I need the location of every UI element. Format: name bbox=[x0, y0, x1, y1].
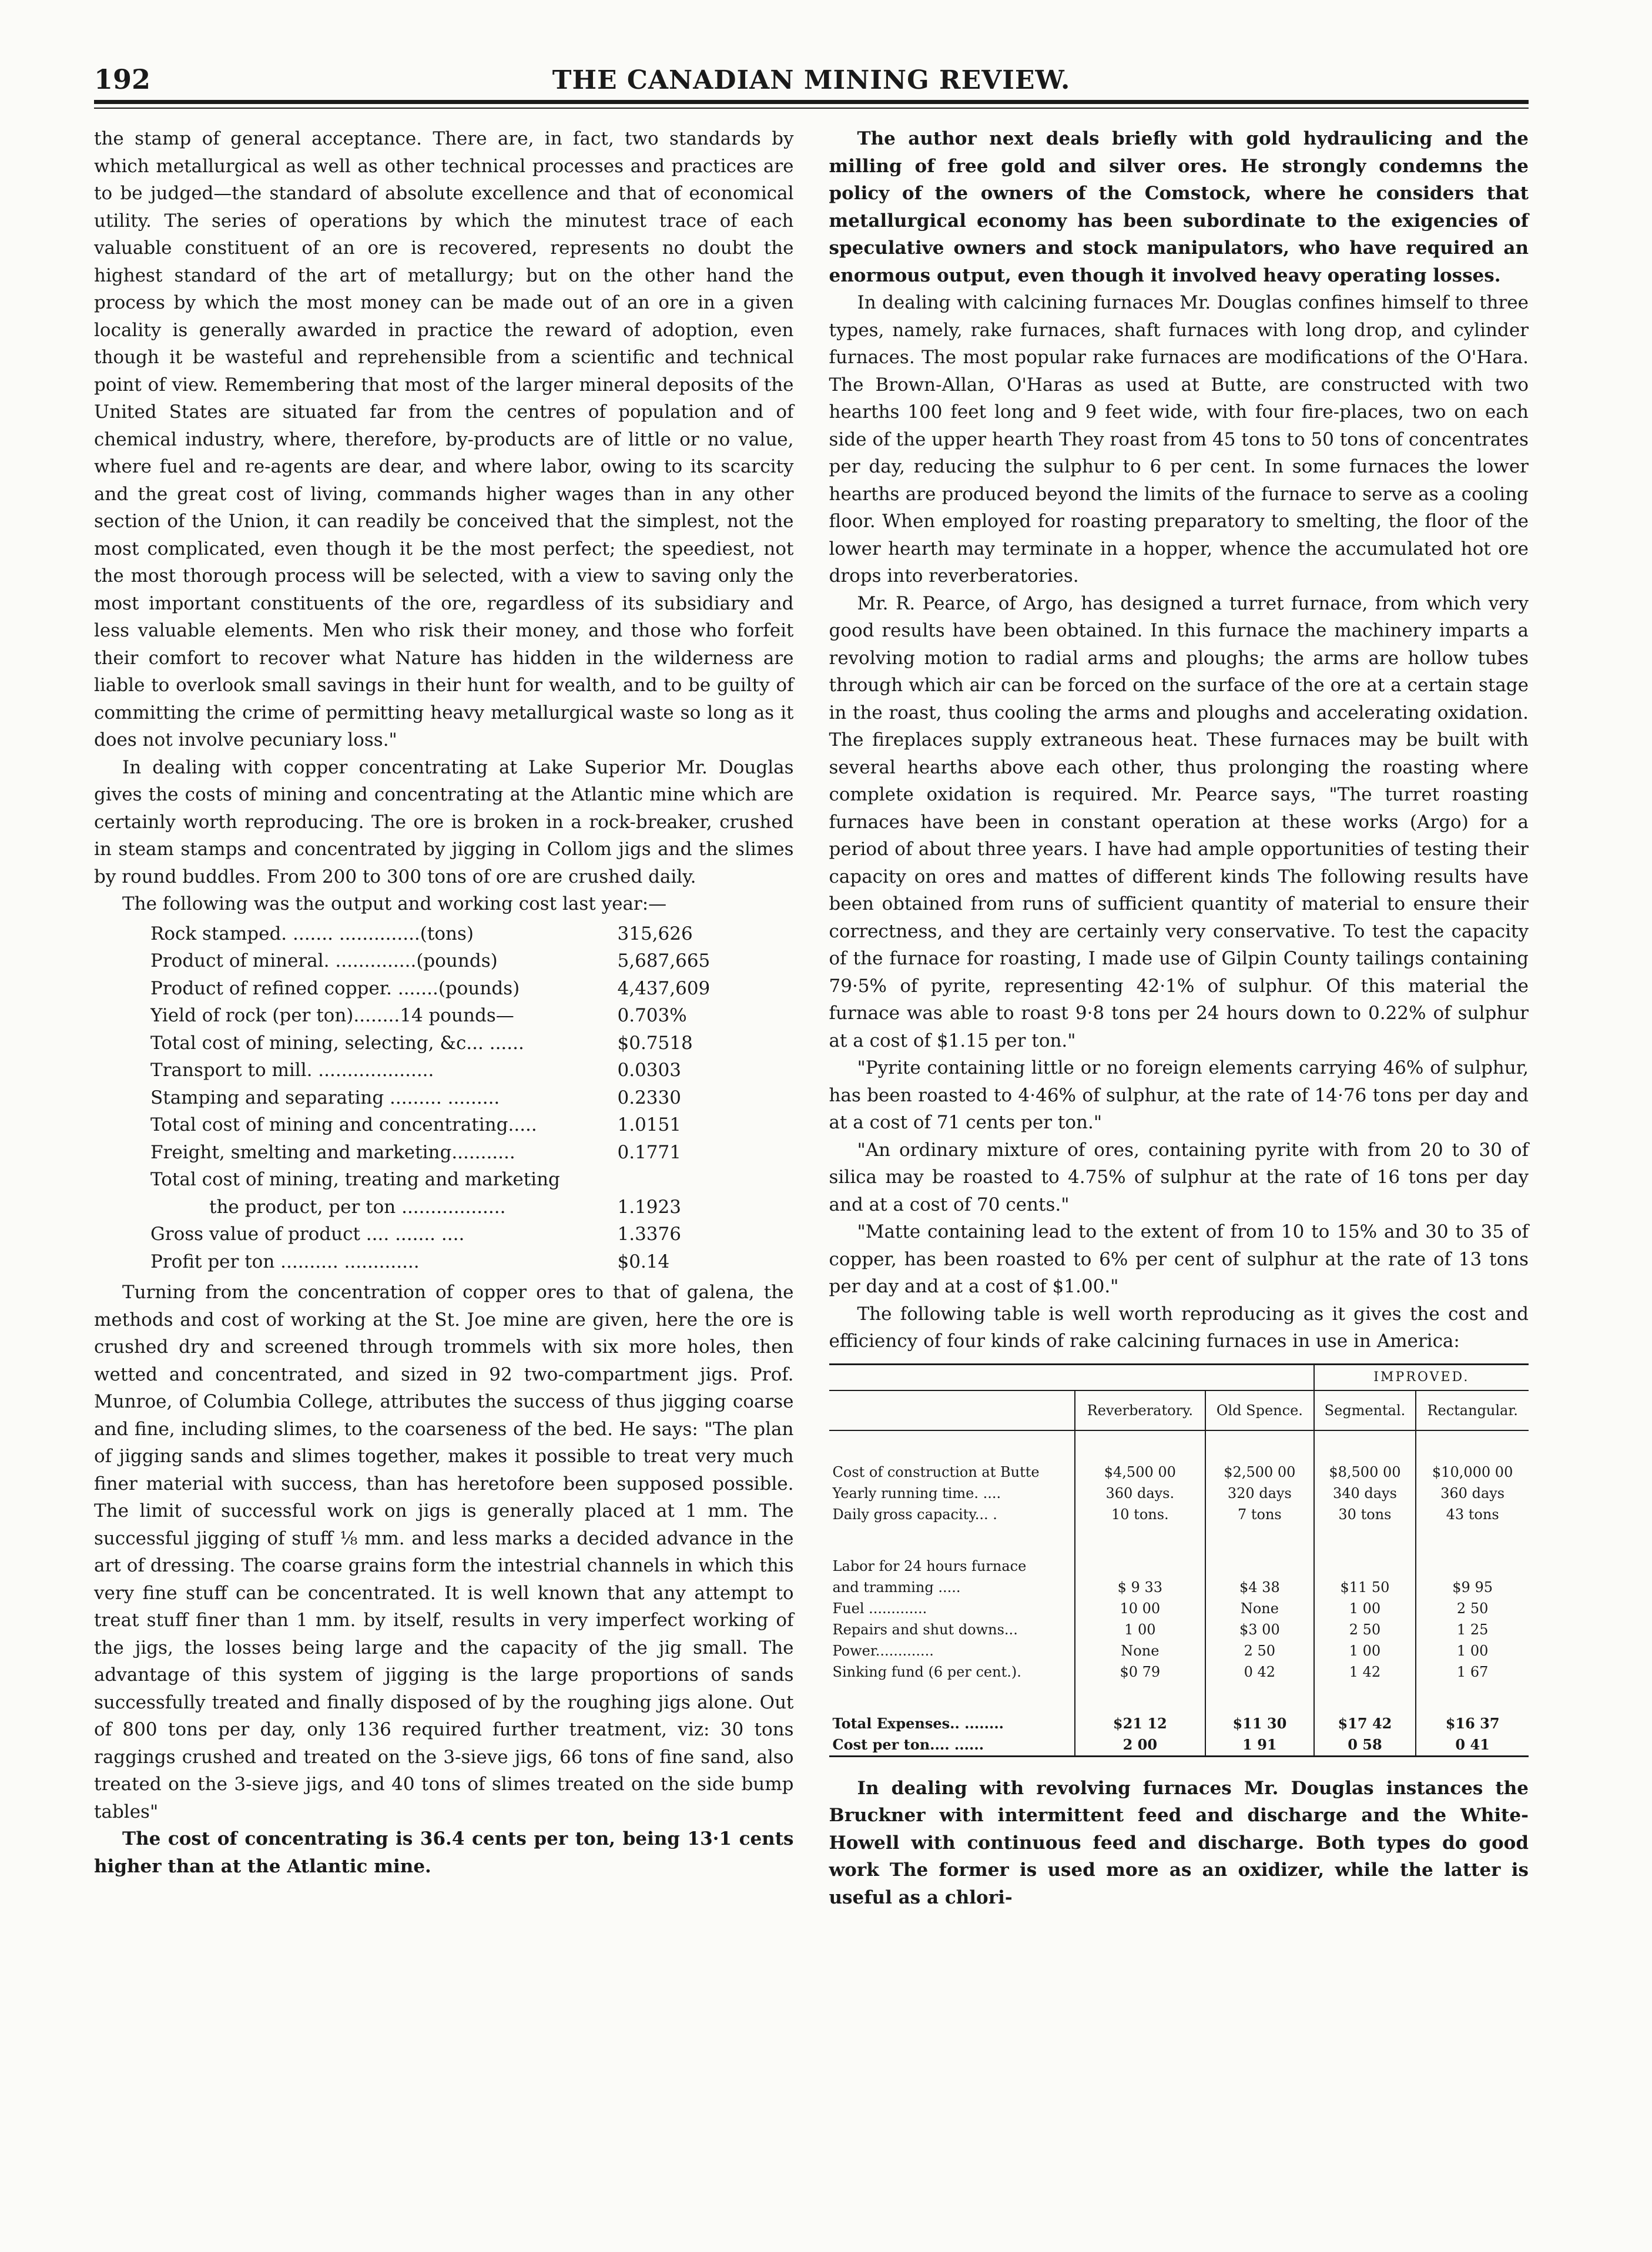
header-rule-thick bbox=[94, 100, 1529, 104]
table-cell: 1 00 bbox=[1314, 1598, 1416, 1619]
paragraph: "An ordinary mixture of ores, containing pyrite with from 20 to 30 of silica may be roasted to 4.75% of sulphur at the rate of 16 tons per day and at a cost of 70 cents." bbox=[829, 1139, 1529, 1215]
paragraph: "Matte containing lead to the extent of from 10 to 15% and 30 to 35 of copper, has been roasted to 6% per cent of sulphur at the rate of 13 tons per day and at a cost of $1.00." bbox=[829, 1221, 1529, 1297]
column-header: Rectangular. bbox=[1416, 1390, 1529, 1430]
table-row bbox=[829, 1734, 1529, 1757]
paragraph: In dealing with copper concentrating at Lake Superior Mr. Douglas gives the costs of mining and concentrating at the Atlantic mine which are certainly worth reproducing. The ore is broken in a rock-breaker, crushed in steam stamps and concentrated by jigging in Collom jigs and the slimes by round buddles. From 200 to 300 tons of ore are crushed daily. bbox=[94, 756, 794, 887]
table-row bbox=[829, 1462, 1529, 1483]
cost-label: Profit per ton .......... ............. bbox=[150, 1251, 420, 1272]
paragraph: Turning from the concentration of copper ores to that of galena, the methods and cost of working at the St. Joe mine are given, here the ore is crushed dry and screened through trommels with six more holes, then wetted and concentrated, and sized in 92 two-compartment jigs. Prof. Munroe, of Columbia College, attributes the success of thus jigging coarse and fine, including slimes, to the coarseness of the bed. He says: "The plan of jigging sands and slimes together, makes it possible to treat very much finer material with success, than has heretofore been supposed possible. The limit of successful work on jigs is generally placed at 1 mm. The successful jigging of stuff ⅛ mm. and less marks a decided advance in the art of dressing. The coarse grains form the intestrial channels in which this very fine stuff can be concentrated. It is well known that any attempt to treat stuff finer than 1 mm. by itself, results in very imperfect working of the jigs, the losses being large and the capacity of the jig small. The advantage of this system of jigging is the large proportions of sands successfully treated and finally disposed of by the roughing jigs alone. Out of 800 tons per day, only 136 required further treatment, viz: 30 tons raggings crushed and treated on the 3-sieve jigs, 66 tons of fine sand, also treated on the 3-sieve jigs, and 40 tons of slimes treated on the side bump tables" bbox=[94, 1282, 794, 1822]
table-cell: 43 tons bbox=[1416, 1504, 1529, 1525]
cost-value: 0.703% bbox=[617, 1005, 687, 1026]
row-label: Cost of construction at Butte bbox=[832, 1463, 1040, 1480]
running-title: THE CANADIAN MINING REVIEW. bbox=[552, 65, 1071, 95]
cost-row bbox=[150, 1057, 794, 1084]
table-cell: $9 95 bbox=[1416, 1577, 1529, 1598]
paragraph: "Pyrite containing little or no foreign elements carrying 46% of sulphur, has been roasted to 4·46% of sulphur, at the rate of 14·76 tons per day and at a cost of 71 cents per ton." bbox=[829, 1057, 1529, 1133]
cost-value bbox=[606, 1166, 794, 1194]
table-cell: $8,500 00 bbox=[1314, 1462, 1416, 1483]
table-header-row bbox=[829, 1390, 1529, 1430]
cost-label: Yield of rock (per ton)........14 pounds— bbox=[150, 1005, 514, 1026]
cost-value: 315,626 bbox=[617, 923, 693, 944]
two-column-body bbox=[94, 125, 1529, 1911]
table-cell: 1 42 bbox=[1314, 1661, 1416, 1683]
table-row bbox=[829, 1640, 1529, 1661]
table-cell: 2 50 bbox=[1205, 1640, 1313, 1661]
cost-label: Total cost of mining, selecting, &c... ...... bbox=[150, 1032, 524, 1054]
row-label: Total Expenses.. ........ bbox=[832, 1714, 1004, 1732]
table-cell: 1 67 bbox=[1416, 1661, 1529, 1683]
paragraph: Mr. R. Pearce, of Argo, has designed a turret furnace, from which very good results have been obtained. In this furnace the machinery imparts a revolving motion to radial arms and ploughs; the arms are hollow tubes through which air can be forced on the surface of the ore at a certain stage in the roast, thus cooling the arms and ploughs and accelerating oxidation. The fireplaces supply extraneous heat. These furnaces may be built with several hearths above each other, thus prolonging the roasting where complete oxidation is required. Mr. Pearce says, "The turret roasting furnaces have been in constant operation at these works (Argo) for a period of about three years. I have had ample opportunities of testing their capacity on ores and mattes of different kinds The following results have been obtained from runs of sufficient quantity of material to ensure their correctness, and they are certainly very conservative. To test the capacity of the furnace for roasting, I made use of Gilpin County tailings containing 79·5% of pyrite, representing 42·1% of sulphur. Of this material the furnace was able to roast 9·8 tons per 24 hours down to 0.22% of sulphur at a cost of $1.15 per ton." bbox=[829, 592, 1529, 1051]
cost-value: $0.7518 bbox=[617, 1032, 693, 1054]
table-row bbox=[829, 1619, 1529, 1640]
cost-label: Freight, smelting and marketing........... bbox=[150, 1141, 515, 1163]
table-cell: 340 days bbox=[1314, 1483, 1416, 1504]
page-header bbox=[94, 53, 1529, 95]
table-row bbox=[829, 1504, 1529, 1525]
cost-row bbox=[150, 975, 794, 1003]
table-row bbox=[829, 1364, 1529, 1390]
table-cell: 7 tons bbox=[1205, 1504, 1313, 1525]
table-cell: 0 58 bbox=[1314, 1734, 1416, 1757]
cost-row bbox=[150, 947, 794, 975]
cost-label: the product, per ton .................. bbox=[209, 1196, 506, 1218]
cost-value: $0.14 bbox=[617, 1251, 670, 1272]
paragraph: The cost of concentrating is 36.4 cents per ton, being 13·1 cents higher than at the Atlantic mine. bbox=[94, 1828, 794, 1877]
cost-row bbox=[150, 1194, 794, 1221]
table-cell: $ 9 33 bbox=[1075, 1577, 1206, 1598]
cost-label: Transport to mill. .................... bbox=[150, 1060, 434, 1081]
cost-label: Product of mineral. ..............(pounds) bbox=[150, 950, 498, 971]
row-label: Power............. bbox=[832, 1642, 934, 1659]
row-label: Fuel ............. bbox=[832, 1600, 927, 1617]
cost-table-intro: The following was the output and working cost last year:— bbox=[122, 893, 667, 914]
table-row bbox=[829, 1661, 1529, 1683]
table-row bbox=[829, 1483, 1529, 1504]
cost-row bbox=[150, 1002, 794, 1030]
table-cell: $11 30 bbox=[1205, 1713, 1313, 1734]
table-cell: None bbox=[1205, 1598, 1313, 1619]
cost-value: 0.0303 bbox=[617, 1060, 681, 1081]
page-number: 192 bbox=[94, 63, 151, 95]
cost-row bbox=[150, 1221, 794, 1248]
table-cell: 1 00 bbox=[1314, 1640, 1416, 1661]
table-row bbox=[829, 1577, 1529, 1598]
improved-header: IMPROVED. bbox=[1314, 1364, 1529, 1390]
table-cell: $0 79 bbox=[1075, 1661, 1206, 1683]
table-cell: $21 12 bbox=[1075, 1713, 1206, 1734]
cost-value: 0.2330 bbox=[617, 1087, 681, 1108]
table-row bbox=[829, 1598, 1529, 1619]
table-cell: 320 days bbox=[1205, 1483, 1313, 1504]
cost-row bbox=[150, 920, 794, 948]
table-cell: 2 50 bbox=[1314, 1619, 1416, 1640]
table-cell: 2 00 bbox=[1075, 1734, 1206, 1757]
row-label: Yearly running time. .... bbox=[832, 1484, 1001, 1502]
table-cell: 0 42 bbox=[1205, 1661, 1313, 1683]
table-cell: 1 91 bbox=[1205, 1734, 1313, 1757]
table-row bbox=[829, 1556, 1529, 1577]
left-column bbox=[94, 125, 794, 1911]
column-header: Segmental. bbox=[1314, 1390, 1416, 1430]
paragraph: In dealing with calcining furnaces Mr. Douglas confines himself to three types, namely, rake furnaces, shaft furnaces with long drop, and cylinder furnaces. The most popular rake furnaces are modifications of the O'Hara. The Brown-Allan, O'Haras as used at Butte, are constructed with two hearths 100 feet long and 9 feet wide, with four fire-places, two on each side of the upper hearth They roast from 45 tons to 50 tons of concentrates per day, reducing the sulphur to 6 per cent. In some furnaces the lower hearths are produced beyond the limits of the furnace to serve as a cooling floor. When employed for roasting preparatory to smelting, the floor of the lower hearth may terminate in a hopper, whence the accumulated hot ore drops into reverberatories. bbox=[829, 292, 1529, 587]
table-cell: 2 50 bbox=[1416, 1598, 1529, 1619]
table-cell: $11 50 bbox=[1314, 1577, 1416, 1598]
table-cell: None bbox=[1075, 1640, 1206, 1661]
table-cell: 1 00 bbox=[1075, 1619, 1206, 1640]
table-cell: $17 42 bbox=[1314, 1713, 1416, 1734]
row-label: and tramming ..... bbox=[832, 1579, 961, 1596]
column-header: Old Spence. bbox=[1205, 1390, 1313, 1430]
cost-value: 1.1923 bbox=[617, 1196, 681, 1218]
cost-row bbox=[150, 1084, 794, 1112]
paragraph: The following table is well worth reproducing as it gives the cost and efficiency of four kinds of rake calcining furnaces in use in America: bbox=[829, 1303, 1529, 1352]
paragraph: The author next deals briefly with gold hydraulicing and the milling of free gold and silver ores. He strongly condemns the policy of the owners of the Comstock, where he considers that metallurgical economy has been subordinate to the exigencies of speculative owners and stock manipulators, who have required an enormous output, even though it involved heavy operating losses. bbox=[829, 128, 1529, 286]
table-cell: 1 00 bbox=[1416, 1640, 1529, 1661]
row-label: Daily gross capacity... . bbox=[832, 1506, 997, 1523]
furnace-cost-table bbox=[829, 1363, 1529, 1757]
cost-label: Gross value of product .... ....... .... bbox=[150, 1224, 465, 1245]
table-cell: 1 25 bbox=[1416, 1619, 1529, 1640]
cost-row bbox=[150, 1111, 794, 1139]
table-row bbox=[829, 1713, 1529, 1734]
table-cell: $4 38 bbox=[1205, 1577, 1313, 1598]
cost-label: Total cost of mining and concentrating..... bbox=[150, 1114, 537, 1135]
cost-value: 4,437,609 bbox=[617, 977, 711, 999]
table-cell: 360 days. bbox=[1075, 1483, 1206, 1504]
cost-row bbox=[150, 1030, 794, 1057]
cost-value: 0.1771 bbox=[617, 1141, 681, 1163]
table-cell: 360 days bbox=[1416, 1483, 1529, 1504]
table-cell: $2,500 00 bbox=[1205, 1462, 1313, 1483]
table-cell: 30 tons bbox=[1314, 1504, 1416, 1525]
cost-list bbox=[94, 920, 794, 1276]
row-label: Cost per ton.... ...... bbox=[829, 1734, 1075, 1757]
right-column bbox=[829, 125, 1529, 1911]
table-cell: 0 41 bbox=[1416, 1734, 1529, 1757]
cost-row bbox=[150, 1248, 794, 1276]
cost-value: 5,687,665 bbox=[617, 950, 711, 971]
table-cell: 10 tons. bbox=[1075, 1504, 1206, 1525]
cost-row bbox=[150, 1139, 794, 1167]
cost-label: Rock stamped. ....... ..............(tons) bbox=[150, 923, 474, 944]
header-rule-thin bbox=[94, 108, 1529, 109]
paragraph: the stamp of general acceptance. There are, in fact, two standards by which metallurgical as well as other technical processes and practices are to be judged—the standard of absolute excellence and that of economical utility. The series of operations by which the minutest trace of each valuable constituent of an ore is recovered, represents no doubt the highest standard of the art of metallurgy; but on the other hand the process by which the most money can be made out of an ore in a given locality is generally awarded in practice the reward of adoption, even though it be wasteful and reprehensible from a scientific and technical point of view. Remembering that most of the larger mineral deposits of the United States are situated far from the centres of population and of chemical industry, where, therefore, by-products are of little or no value, where fuel and re-agents are dear, and where labor, owing to its scarcity and the great cost of living, commands higher wages than in any other section of the Union, it can readily be conceived that the simplest, not the most complicated, even though it be the most perfect; the speediest, not the most thorough process will be selected, with a view to saving only the most important constituents of the ore, regardless of its subsidiary and less valuable elements. Men who risk their money, and those who forfeit their comfort to recover what Nature has hidden in the wilderness are liable to overlook small savings in their hunt for wealth, and to be guilty of committing the crime of permitting heavy metallurgical waste so long as it does not involve pecuniary loss." bbox=[94, 128, 794, 750]
row-label: Repairs and shut downs... bbox=[832, 1621, 1018, 1638]
table-cell: $10,000 00 bbox=[1416, 1462, 1529, 1483]
column-header: Reverberatory. bbox=[1075, 1390, 1206, 1430]
cost-value: 1.3376 bbox=[617, 1224, 681, 1245]
cost-label: Product of refined copper. .......(pounds) bbox=[150, 977, 520, 999]
table-cell: $3 00 bbox=[1205, 1619, 1313, 1640]
cost-value: 1.0151 bbox=[617, 1114, 681, 1135]
row-label: Labor for 24 hours furnace bbox=[832, 1557, 1027, 1574]
table-cell: $16 37 bbox=[1416, 1713, 1529, 1734]
table-cell: 10 00 bbox=[1075, 1598, 1206, 1619]
cost-row bbox=[150, 1166, 794, 1194]
cost-label: Total cost of mining, treating and marketing bbox=[150, 1169, 560, 1190]
cost-label: Stamping and separating ......... ......... bbox=[150, 1087, 500, 1108]
row-label: Sinking fund (6 per cent.). bbox=[832, 1663, 1021, 1680]
table-cell: $4,500 00 bbox=[1075, 1462, 1206, 1483]
paragraph: In dealing with revolving furnaces Mr. Douglas instances the Bruckner with intermittent feed and discharge and the White-Howell with continuous feed and discharge. Both types do good work The former is used more as an oxidizer, while the latter is useful as a chlori- bbox=[829, 1777, 1529, 1908]
